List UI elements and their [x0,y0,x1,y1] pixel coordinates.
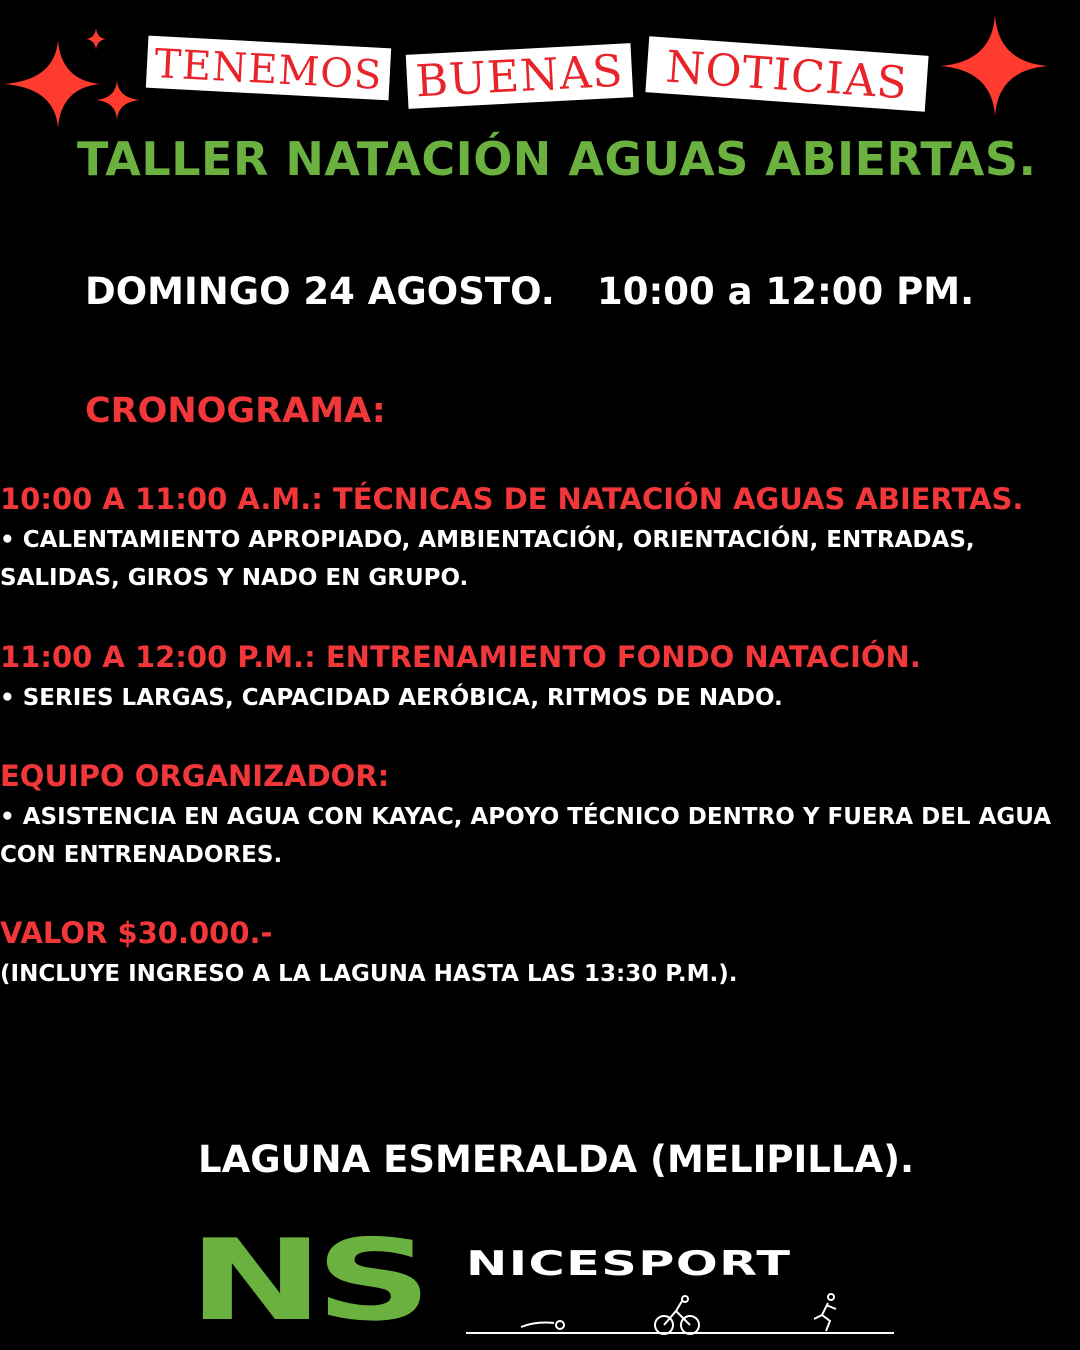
logo-word-nice: NICE [466,1244,602,1284]
schedule-block-2-detail: • SERIES LARGAS, CAPACIDAD AERÓBICA, RITMOS DE NADO. [0,685,783,711]
sparkle-star-right-icon [938,10,1053,120]
event-time: 10:00 a 12:00 PM. [597,270,975,313]
logo-word-sport: SPORT [601,1244,792,1284]
tag-noticias: NOTICIAS [645,36,928,111]
sparkle-stars-left-icon [0,20,150,130]
workshop-title: TALLER NATACIÓN AGUAS ABIERTAS. [77,132,1037,186]
tag-tenemos: TENEMOS [146,36,391,101]
swim-icon [521,1321,564,1329]
schedule-block-1-detail: • CALENTAMIENTO APROPIADO, AMBIENTACIÓN, ORIENTACIÓN, ENTRADAS, SALIDAS, GIROS Y NADO EN GRUPO. [0,527,975,591]
nicesport-logo [188,1216,894,1346]
price-note: (INCLUYE INGRESO A LA LAGUNA HASTA LAS 13:30 P.M.). [0,961,738,987]
schedule-block-1-title: 10:00 A 11:00 A.M.: TÉCNICAS DE NATACIÓN AGUAS ABIERTAS. [0,482,1024,516]
logo-wordmark [466,1244,792,1284]
run-icon [814,1294,836,1331]
team-heading: EQUIPO ORGANIZADOR: [0,759,390,793]
event-date: DOMINGO 24 AGOSTO. [85,270,555,313]
tag-buenas: BUENAS [406,43,634,109]
logo-sport-icons [466,1293,894,1338]
location: LAGUNA ESMERALDA (MELIPILLA). [198,1138,915,1181]
bike-icon [655,1296,699,1334]
price-value: VALOR $30.000.- [0,916,273,950]
logo-initials: NS [188,1216,424,1346]
schedule-heading: CRONOGRAMA: [85,391,386,431]
team-detail: • ASISTENCIA EN AGUA CON KAYAC, APOYO TÉCNICO DENTRO Y FUERA DEL AGUA CON ENTRENADORES. [0,804,1052,868]
schedule-block-2-title: 11:00 A 12:00 P.M.: ENTRENAMIENTO FONDO NATACIÓN. [0,640,921,674]
